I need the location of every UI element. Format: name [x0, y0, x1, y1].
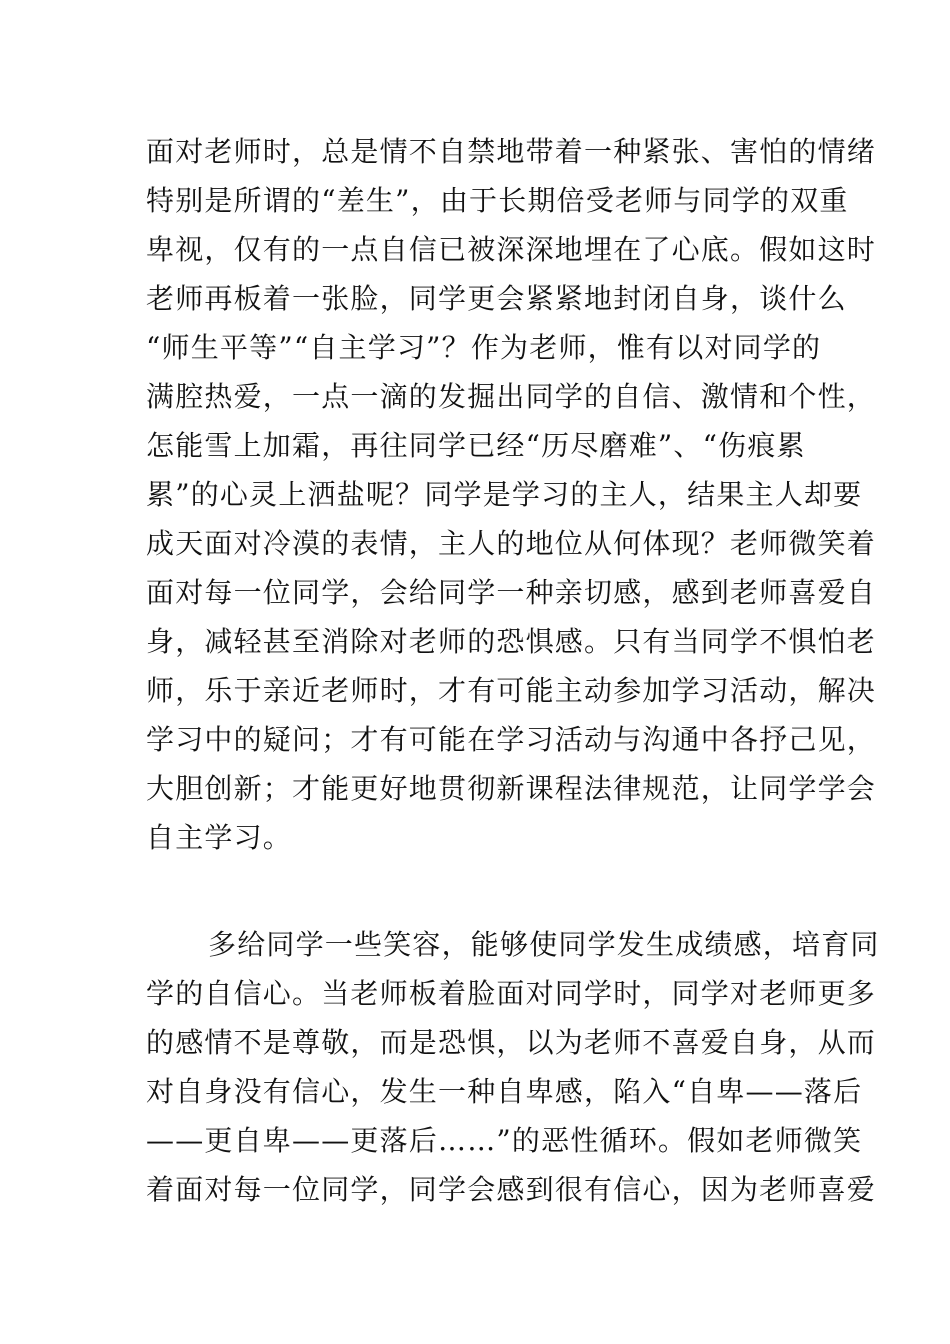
text-line: 面对每一位同学，会给同学一种亲切感，感到老师喜爱自: [146, 576, 877, 609]
text-line: 累”的心灵上洒盐呢？同学是学习的主人，结果主人却要: [146, 478, 863, 511]
text-line: “师生平等”“自主学习”？作为老师，惟有以对同学的: [146, 331, 822, 364]
text-line: 着面对每一位同学，同学会感到很有信心，因为老师喜爱: [146, 1173, 877, 1206]
text-line: 怎能雪上加霜，再往同学已经“历尽磨难”、“伤痕累: [146, 429, 806, 462]
text-line: 大胆创新；才能更好地贯彻新课程法律规范，让同学学会: [146, 772, 877, 805]
text-line: 的感情不是尊敬，而是恐惧，以为老师不喜爱自身，从而: [146, 1026, 877, 1059]
text-line: ——更自卑——更落后……”的恶性循环。假如老师微笑: [146, 1124, 863, 1157]
text-line: 学的自信心。当老师板着脸面对同学时，同学对老师更多: [146, 977, 877, 1010]
text-line: 面对老师时，总是情不自禁地带着一种紧张、害怕的情绪: [146, 135, 877, 168]
text-line: 学习中的疑问；才有可能在学习活动与沟通中各抒己见，: [146, 723, 877, 756]
text-line: 对自身没有信心，发生一种自卑感，陷入“自卑——落后: [146, 1075, 863, 1108]
text-line: 卑视，仅有的一点自信已被深深地埋在了心底。假如这时: [146, 233, 877, 266]
text-line: 特别是所谓的“差生”，由于长期倍受老师与同学的双重: [146, 184, 849, 217]
text-line: 自主学习。: [146, 821, 293, 854]
text-line: 老师再板着一张脸，同学更会紧紧地封闭自身，谈什么: [146, 282, 847, 315]
text-line: 身，减轻甚至消除对老师的恐惧感。只有当同学不惧怕老: [146, 625, 877, 658]
text-line: 多给同学一些笑容，能够使同学发生成绩感，培育同: [208, 928, 880, 961]
text-line: 成天面对冷漠的表情，主人的地位从何体现？老师微笑着: [146, 527, 877, 560]
text-line: 师，乐于亲近老师时，才有可能主动参加学习活动，解决: [146, 674, 877, 707]
text-line: 满腔热爱，一点一滴的发掘出同学的自信、激情和个性，: [146, 380, 877, 413]
